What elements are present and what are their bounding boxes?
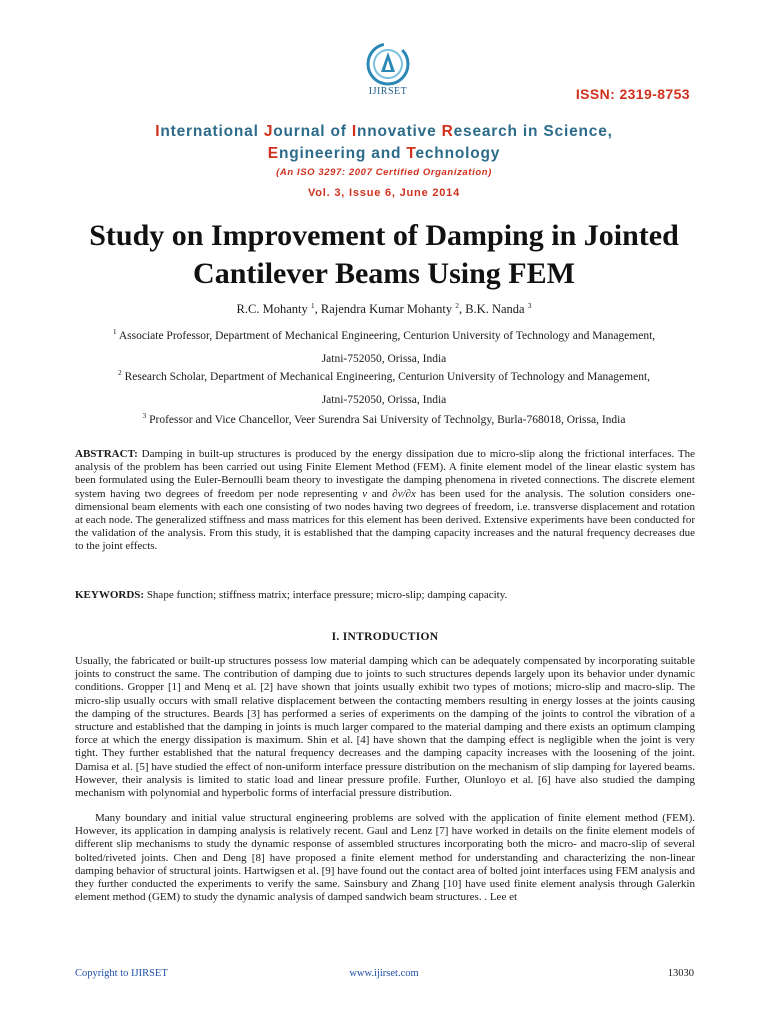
author-sup: 1 — [310, 300, 315, 310]
abstract-text-part1: Damping in built-up structures is produced by the energy dissipation due to micro-slip along the frictional interfaces. The analysis of the problem has been carried out using Finite Element Method (FEM). A finite element model of the linear elastic system has been formulated using the Euler-Bernoulli beam theory to investigate the damping phenomena in riveted connections. The discrete element system having two degrees of freedom per node representing — [75, 448, 695, 500]
journal-word: echnology — [415, 145, 501, 162]
keywords — [75, 589, 695, 602]
journal-initial: E — [267, 145, 279, 162]
intro-paragraph-1 — [75, 655, 695, 800]
journal-name — [60, 121, 708, 165]
iso-certification: (An ISO 3297: 2007 Certified Organization) — [276, 167, 492, 178]
journal-name-line1 — [60, 121, 708, 143]
abstract — [75, 448, 695, 554]
affiliation-line: Associate Professor, Department of Mechanical Engineering, Centurion University of Technology and Management, — [116, 330, 656, 342]
abstract-label: ABSTRACT: — [75, 448, 138, 460]
keywords-label: KEYWORDS: — [75, 589, 145, 601]
affiliation-2 — [40, 370, 728, 407]
journal-initial: T — [406, 145, 416, 162]
journal-initial: R — [441, 123, 454, 140]
journal-initial: I — [155, 123, 161, 140]
footer-copyright: Copyright to IJIRSET — [75, 968, 168, 979]
journal-initial: I — [351, 123, 357, 140]
author-name: R.C. Mohanty — [236, 302, 311, 316]
intro-paragraph-2 — [75, 812, 695, 904]
keywords-text: Shape function; stiffness matrix; interface pressure; micro-slip; damping capacity. — [144, 589, 508, 601]
journal-name-line2 — [60, 143, 708, 165]
paper-title — [40, 217, 728, 293]
author-sup: 3 — [527, 300, 532, 310]
journal-word: esearch in Science, — [453, 123, 613, 140]
intro-text-2: Many boundary and initial value structural engineering problems are solved with the application of finite element method (FEM). However, its application in damping analysis is relatively recent. Gaul and Lenz [7] have worked in details on the finite element models of different slip mechanisms to study the dynamic response of assembled structures incorporating both the micro- and macro-slip of several bolted/riveted joints. Chen and Deng [8] have proposed a finite element method for understanding and characterizing the non-linear damping behavior of structural joints. Hartwigsen et al. [9] have found out the contact area of bolted joint interfaces using FEM analysis and they further conducted the experiments to verify the same. Sainsbury and Zhang [10] have used finite element analysis through Galerkin element method (GEM) to study the dynamic analysis of damped sandwich beam structures. . Lee et — [75, 812, 695, 904]
author-name: Rajendra Kumar Mohanty — [320, 302, 456, 316]
issn: ISSN: 2319-8753 — [575, 86, 690, 102]
journal-word: nternational — [160, 123, 264, 140]
affiliation-line: Jatni-752050, Orissa, India — [321, 394, 447, 406]
paper-title-line1: Study on Improvement of Damping in Jointed — [89, 219, 679, 252]
authors — [40, 302, 728, 317]
affiliation-line: Jatni-752050, Orissa, India — [321, 353, 447, 365]
affiliation-sup: 2 — [117, 368, 122, 378]
journal-word: nnovative — [356, 123, 442, 140]
author-sup: 2 — [455, 300, 459, 310]
journal-word: ournal of — [273, 123, 352, 140]
paper-title-line2: Cantilever Beams Using FEM — [193, 257, 575, 290]
author-separator: , — [458, 302, 466, 316]
affiliation-1 — [40, 329, 728, 366]
affiliation-sup: 1 — [112, 327, 117, 337]
section-heading: I. INTRODUCTION — [331, 631, 439, 643]
affiliation-line: Research Scholar, Department of Mechanical Engineering, Centurion University of Technology and Management, — [121, 371, 651, 383]
affiliation-sup: 3 — [142, 411, 147, 421]
math-v: v — [362, 487, 368, 500]
intro-text-1: Usually, the fabricated or built-up structures possess low material damping which can be adequately compensated by incorporating suitable joints to construct the same. The contribution of damping due to joints to such structures depends largely upon its behavior under dynamic conditions. Gropper [1] and Menq et al. [2] have shown that joints usually exhibit two types of motions; micro-slip and macro-slip. The micro-slip usually occurs with small relative displacement between the contacting members resulting in energy losses at the joints causing the damping of the structures. Beards [3] has performed a series of experiments on the damping of the joints to control the vibration of a structure and established that the damping in joints is much larger compared to the material damping and there exists an optimum clamping force at which the energy dissipation is maximum. Shin et al. [4] have shown that the damping effect is negligible when the joint is very tight. They further established that the natural frequency decreases and the damping capacity increases with the loosening of the joint. Damisa et al. [5] have studied the effect of non-uniform interface pressure distribution on the mechanism of slip damping for layered beams. However, their analysis is limited to static load and linear pressure profile. Further, Olunloyo et al. [6] have also studied the damping mechanism with polynomial and hyperbolic forms of interfacial pressure distribution. — [75, 655, 695, 800]
author-separator: , — [314, 302, 321, 316]
affiliation-3 — [40, 413, 728, 427]
volume-issue: Vol. 3, Issue 6, June 2014 — [307, 187, 461, 199]
author-name: B.K. Nanda — [465, 302, 528, 316]
math-derivative: ∂v/∂x — [392, 487, 416, 500]
footer-website[interactable]: www.ijirset.com — [349, 968, 419, 979]
affiliation-line: Professor and Vice Chancellor, Veer Surendra Sai University of Technolgy, Burla-768018, Orissa, India — [146, 414, 626, 426]
footer-page-number: 13030 — [667, 968, 694, 979]
journal-initial: J — [263, 123, 274, 140]
abstract-and: and — [367, 487, 393, 500]
journal-word: ngineering and — [278, 145, 407, 162]
logo-text: IJIRSET — [368, 86, 408, 97]
abstract-text-part2: has been used for the analysis. The solution considers one-dimensional beam elements with each one consisting of two nodes having two degrees of freedom, i.e. transverse displacement and rotation at each node. The generalized stiffness and mass matrices for this element has been derived. Extensive experiments have been conducted for the validation of the analysis. From this study, it is established that the damping capacity increases and the natural frequency decreases due to the joint effects. — [75, 487, 695, 553]
